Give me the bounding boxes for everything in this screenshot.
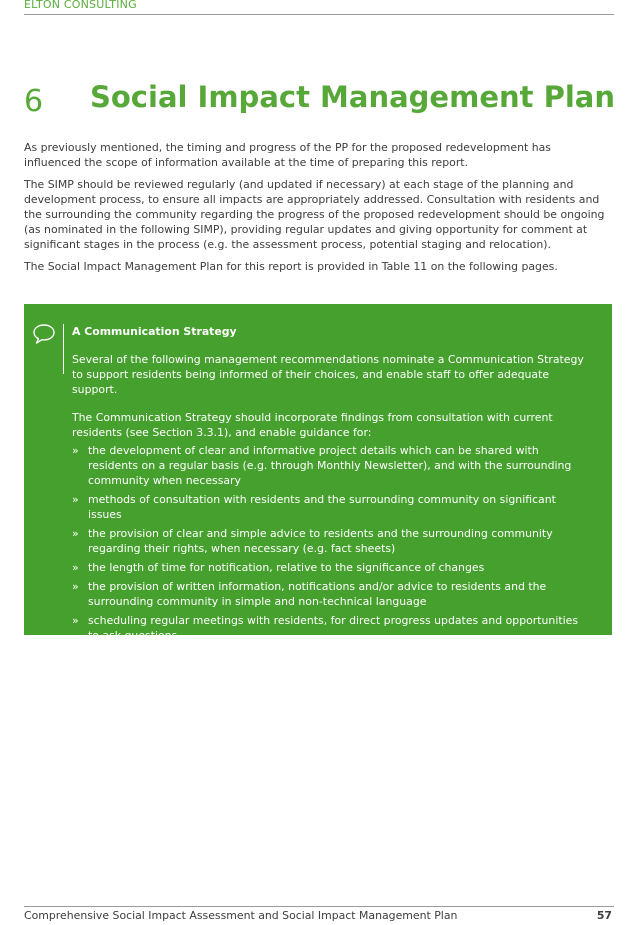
list-item	[72, 579, 592, 609]
speech-bubble-icon	[32, 322, 56, 346]
list-item-text: the length of time for notification, relative to the significance of changes	[88, 561, 485, 574]
section-heading	[24, 80, 616, 134]
section-number: 6	[24, 84, 44, 119]
list-item	[72, 560, 592, 575]
list-item	[72, 613, 592, 643]
page-footer	[24, 906, 614, 925]
guidance-list	[72, 443, 592, 643]
intro-paragraph: The Social Impact Management Plan for this report is provided in Table 11 on the following pages.	[24, 260, 558, 273]
bullet-marker: »	[72, 561, 79, 574]
list-item-text: the provision of written information, notifications and/or advice to residents and the surrounding community in simple and non-technical language	[88, 580, 547, 608]
bullet-marker: »	[72, 444, 79, 457]
callout-body	[72, 324, 592, 647]
bullet-marker: »	[72, 580, 79, 593]
intro-paragraph: As previously mentioned, the timing and progress of the PP for the proposed redevelopment has influenced the scope of information available at the time of preparing this report.	[24, 141, 551, 169]
callout-divider	[63, 324, 64, 374]
list-item-text: scheduling regular meetings with residents, for direct progress updates and opportunities to ask questions.	[88, 614, 579, 642]
footer-title: Comprehensive Social Impact Assessment and Social Impact Management Plan	[24, 909, 458, 922]
list-item	[72, 492, 592, 522]
callout-paragraph: Several of the following management recommendations nominate a Communication Strategy to support residents being informed of their choices, and enable staff to offer adequate support.	[72, 353, 584, 396]
intro-paragraph: The SIMP should be reviewed regularly (and updated if necessary) at each stage of the planning and development process, to ensure all impacts are appropriately addressed. Consultation with residents and the surrounding the community regarding the progress of the proposed redevelopment should be ongoing (as nominated in the following SIMP), providing regular updates and giving opportunity for comment at significant stages in the process (e.g. the assessment process, potential staging and relocation).	[24, 178, 605, 251]
page-header	[24, 0, 614, 15]
list-item	[72, 443, 592, 488]
list-item-text: the provision of clear and simple advice to residents and the surrounding community regarding their rights, when necessary (e.g. fact sheets)	[88, 527, 553, 555]
intro-text	[24, 140, 610, 281]
list-item-text: the development of clear and informative project details which can be shared with residents on a regular basis (e.g. through Monthly Newsletter), and with the surrounding community when necessary	[88, 444, 572, 487]
section-title: Social Impact Management Plan	[90, 80, 616, 114]
callout-paragraph: The Communication Strategy should incorporate findings from consultation with current residents (see Section 3.3.1), and enable guidance for:	[72, 411, 553, 439]
bullet-marker: »	[72, 614, 79, 627]
bullet-marker: »	[72, 527, 79, 540]
header-brand: ELTON CONSULTING	[24, 0, 137, 11]
list-item-text: methods of consultation with residents and the surrounding community on significant issues	[88, 493, 556, 521]
callout-title: A Communication Strategy	[72, 325, 237, 338]
list-item	[72, 526, 592, 556]
page-number: 57	[596, 909, 612, 922]
communication-strategy-callout	[24, 304, 612, 642]
bullet-marker: »	[72, 493, 79, 506]
